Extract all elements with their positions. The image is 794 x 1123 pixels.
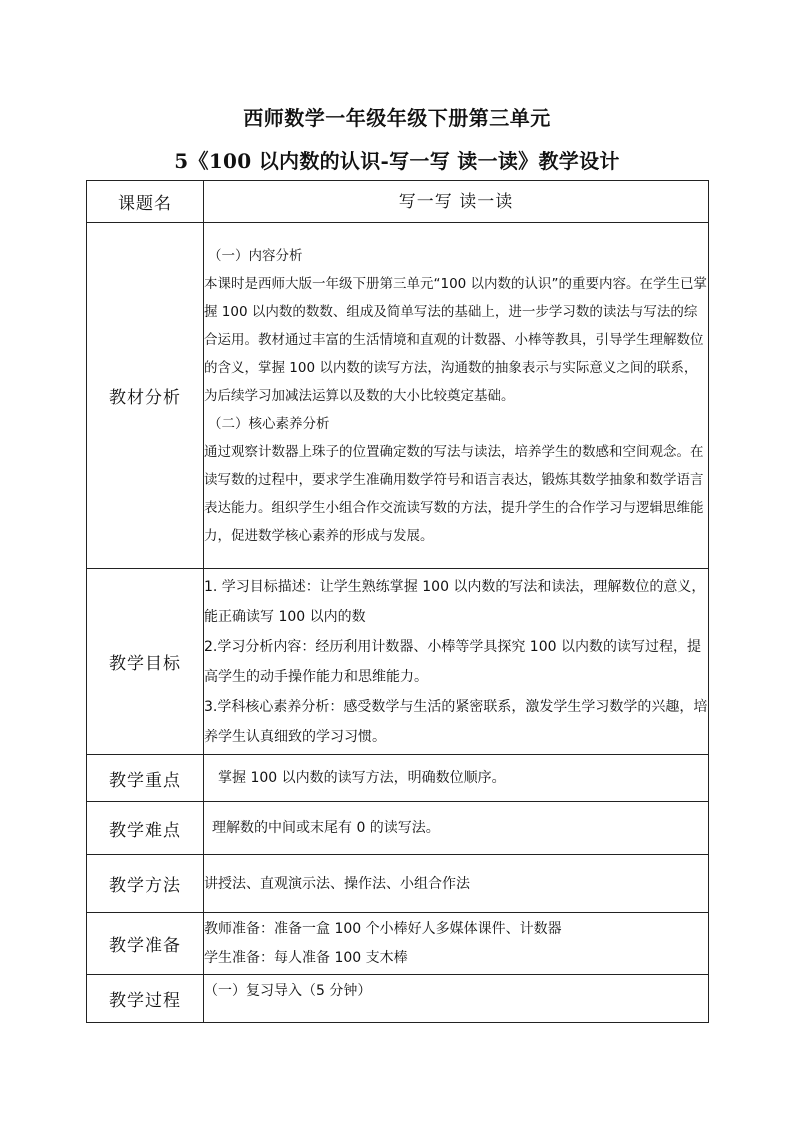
label-method: 教学方法 <box>87 855 204 913</box>
label-preparation: 教学准备 <box>87 913 204 975</box>
heading-core-literacy: （二）核心素养分析 <box>208 415 330 432</box>
row-method <box>87 855 709 913</box>
label-topic: 课题名 <box>87 181 204 223</box>
goal-item-1: 1. 学习目标描述：让学生熟练掌握 100 以内数的写法和读法，理解数位的意义，能正确读写 100 以内的数 <box>204 578 706 625</box>
value-teaching-goals <box>204 569 709 755</box>
value-difficulty <box>204 802 709 855</box>
label-teaching-goals: 教学目标 <box>87 569 204 755</box>
key-point-text: 掌握 100 以内数的读写方法，明确数位顺序。 <box>218 770 506 786</box>
row-preparation <box>87 913 709 975</box>
lesson-plan-table <box>86 180 709 1023</box>
value-process: （一）复习导入（5 分钟） <box>204 975 709 1023</box>
goal-item-2: 2.学习分析内容：经历利用计数器、小棒等学具探究 100 以内数的读写过程，提高学生的动手操作能力和思维能力。 <box>204 638 701 685</box>
value-key-point <box>204 755 709 802</box>
row-material-analysis <box>87 223 709 569</box>
value-preparation <box>204 913 709 975</box>
document-title: 西师数学一年级年级下册第三单元 <box>243 106 551 130</box>
row-difficulty <box>87 802 709 855</box>
student-preparation: 学生准备：每人准备 100 支木棒 <box>204 949 408 966</box>
value-topic: 写一写 读一读 <box>204 181 709 223</box>
difficulty-text: 理解数的中间或末尾有 0 的读写法。 <box>212 820 440 836</box>
label-process: 教学过程 <box>87 975 204 1023</box>
document-subtitle: 5《100 以内数的认识-写一写 读一读》教学设计 <box>174 149 620 173</box>
label-material-analysis: 教材分析 <box>87 223 204 569</box>
teacher-preparation: 教师准备：准备一盒 100 个小棒好人多媒体课件、计数器 <box>204 920 562 937</box>
heading-content-analysis: （一）内容分析 <box>208 247 303 264</box>
value-material-analysis <box>204 223 709 569</box>
row-process <box>87 975 709 1023</box>
label-key-point: 教学重点 <box>87 755 204 802</box>
row-teaching-goals <box>87 569 709 755</box>
paragraph-content-analysis: 本课时是西师大版一年级下册第三单元“100 以内数的认识”的重要内容。在学生已掌握 100 以内数的数数、组成及简单写法的基础上，进一步学习数的读法与写法的综合运用。教材通过丰富的生活情境和直观的计数器、小棒等教具，引导学生理解数位的含义，掌握 100 以内数的读写方法，沟通数的抽象表示与实际意义之间的联系，为后续学习加减法运算以及数的大小比较奠定基础。 <box>204 275 708 404</box>
label-difficulty: 教学难点 <box>87 802 204 855</box>
value-method: 讲授法、直观演示法、操作法、小组合作法 <box>204 855 709 913</box>
paragraph-core-literacy: 通过观察计数器上珠子的位置确定数的写法与读法，培养学生的数感和空间观念。在读写数的过程中，要求学生准确用数学符号和语言表达，锻炼其数学抽象和数学语言表达能力。组织学生小组合作交流读写数的方法，提升学生的合作学习与逻辑思维能力，促进数学核心素养的形成与发展。 <box>204 443 704 544</box>
row-key-point <box>87 755 709 802</box>
goal-item-3: 3.学科核心素养分析：感受数学与生活的紧密联系，激发学生学习数学的兴趣，培养学生认真细致的学习习惯。 <box>204 698 708 745</box>
row-topic <box>87 181 709 223</box>
